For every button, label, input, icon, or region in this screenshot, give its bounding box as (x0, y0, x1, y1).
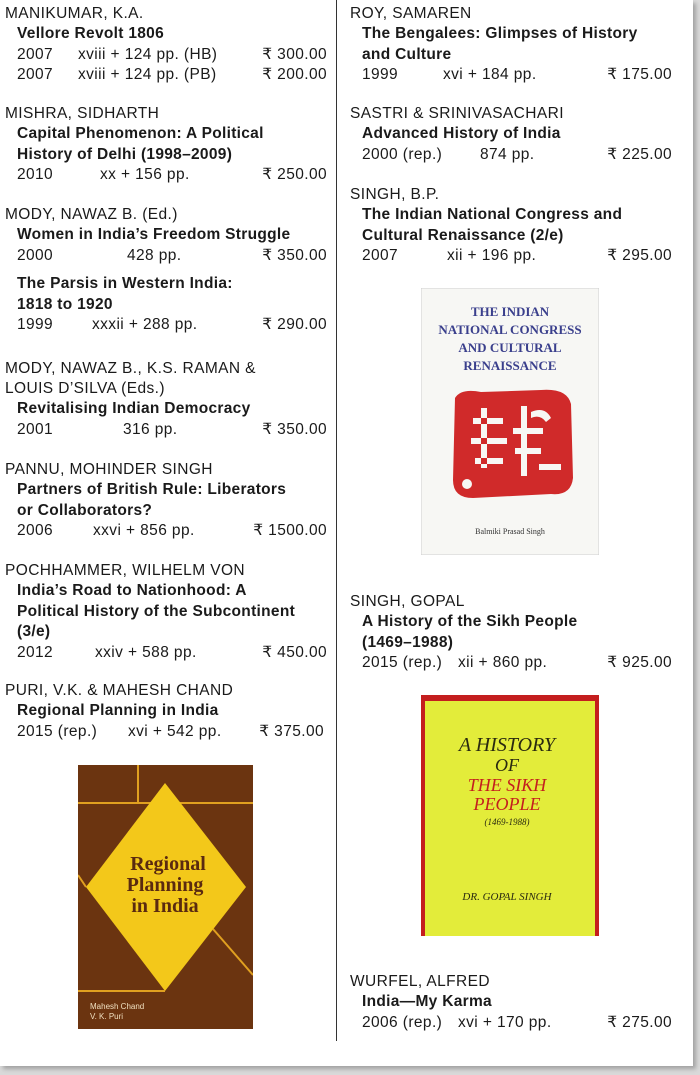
book-title-line: and Culture (362, 45, 452, 63)
pub-year: 2000 (17, 246, 54, 264)
page-count: xviii + 124 pp. (HB) (78, 45, 218, 63)
cover-illustration (78, 765, 253, 1029)
pub-year: 2007 (17, 45, 54, 63)
book-title-line: or Collaborators? (17, 501, 153, 519)
catalog-entry (5, 205, 327, 336)
pub-year: 2007 (362, 247, 399, 264)
page-count: xvi + 170 pp. (458, 1013, 552, 1031)
page-count: xxxii + 288 pp. (92, 316, 198, 333)
pub-year: 2001 (17, 420, 54, 438)
page-count: xviii + 124 pp. (PB) (78, 66, 217, 83)
author-name-line: LOUIS D’SILVA (Eds.) (5, 380, 165, 397)
edition-line (5, 65, 327, 86)
page-count: xvi + 184 pp. (443, 66, 537, 83)
author-name: ROY, SAMAREN (350, 5, 472, 22)
cover-author: V. K. Puri (90, 1012, 124, 1021)
price: ₹ 925.00 (607, 654, 672, 671)
book-title-line: Partners of British Rule: Liberators (17, 481, 287, 498)
price: ₹ 350.00 (262, 246, 327, 264)
book-title-line: History of Delhi (1998–2009) (17, 145, 233, 163)
author-name: MISHRA, SIDHARTH (5, 105, 160, 122)
cover-years: (1469-1988) (484, 817, 530, 827)
pub-year: 2006 (17, 522, 54, 539)
cover-title-line: THE INDIAN (470, 304, 550, 319)
pub-year: 2010 (17, 166, 54, 183)
price: ₹ 250.00 (262, 166, 327, 183)
book-title: Vellore Revolt 1806 (17, 25, 165, 42)
page-count: 428 pp. (127, 246, 182, 264)
edition-line (350, 65, 672, 86)
book-cover-regional-planning (78, 765, 253, 1029)
author-name: PANNU, MOHINDER SINGH (5, 461, 213, 478)
catalog-entry (5, 4, 327, 86)
author-name: POCHHAMMER, WILHELM VON (5, 562, 245, 579)
edition-line (5, 165, 327, 186)
cover-title-line: PEOPLE (473, 794, 541, 814)
book-title-line: India’s Road to Nationhood: A (17, 582, 247, 599)
book-title-line: (3/e) (17, 623, 51, 640)
edition-line (5, 420, 327, 441)
author-name: WURFEL, ALFRED (350, 973, 490, 990)
pub-year: 1999 (362, 66, 399, 83)
pub-year: 1999 (17, 316, 54, 333)
book-title-line: Political History of the Subcontinent (17, 602, 296, 620)
catalog-entry (5, 681, 327, 742)
edition-line (350, 1013, 672, 1034)
cover-title-line: Planning (126, 874, 204, 896)
cover-title-line: AND CULTURAL (458, 340, 562, 355)
pub-year: 2006 (rep.) (362, 1013, 443, 1031)
page-count: 874 pp. (480, 145, 535, 163)
cover-title-line: RENAISSANCE (463, 358, 557, 373)
price: ₹ 175.00 (607, 66, 672, 83)
price: ₹ 200.00 (262, 66, 327, 83)
edition-line (5, 722, 327, 743)
price: ₹ 290.00 (262, 316, 327, 333)
author-name: MANIKUMAR, K.A. (5, 5, 144, 22)
page-count: xxvi + 856 pp. (93, 522, 195, 539)
price: ₹ 275.00 (607, 1013, 672, 1031)
edition-line (5, 643, 327, 664)
cover-author: Mahesh Chand (90, 1002, 145, 1011)
cover-author: DR. GOPAL SINGH (462, 891, 552, 903)
price: ₹ 375.00 (259, 722, 324, 740)
catalog-entry (5, 104, 327, 186)
author-name: SINGH, B.P. (350, 186, 440, 203)
page-count: 316 pp. (123, 420, 178, 438)
price: ₹ 450.00 (262, 643, 327, 661)
catalog-entry (350, 4, 672, 86)
cover-author: Balmiki Prasad Singh (475, 527, 545, 536)
book-title: Regional Planning in India (17, 702, 219, 719)
page-count: xxiv + 588 pp. (95, 643, 197, 661)
edition-line (350, 145, 672, 166)
author-name: SASTRI & SRINIVASACHARI (350, 105, 564, 122)
pub-year: 2015 (rep.) (362, 654, 443, 671)
book-title: Revitalising Indian Democracy (17, 400, 251, 417)
book-title-line: The Bengalees: Glimpses of History (362, 25, 638, 42)
book-title: Women in India’s Freedom Struggle (17, 226, 291, 243)
author-name: MODY, NAWAZ B. (Ed.) (5, 206, 178, 223)
book-title-line: 1818 to 1920 (17, 295, 113, 313)
cover-title-line: OF (495, 755, 519, 775)
author-name: SINGH, GOPAL (350, 593, 465, 610)
edition-line (5, 246, 327, 267)
book-cover-indian-national-congress (421, 288, 599, 555)
author-name: PURI, V.K. & MAHESH CHAND (5, 682, 234, 699)
cover-illustration (421, 288, 599, 555)
cover-title-line: Regional (130, 853, 206, 875)
catalog-entry (5, 561, 327, 663)
seal-icon (453, 390, 573, 498)
catalog-entry (5, 359, 327, 440)
pub-year: 2012 (17, 643, 54, 661)
edition-line (5, 521, 327, 542)
price: ₹ 1500.00 (253, 522, 327, 539)
price: ₹ 350.00 (262, 420, 327, 438)
book-title-line: (1469–1988) (362, 633, 454, 651)
page-count: xii + 196 pp. (447, 247, 537, 264)
author-name-line: MODY, NAWAZ B., K.S. RAMAN & (5, 360, 256, 377)
catalog-entry (5, 460, 327, 542)
page-count: xx + 156 pp. (100, 166, 190, 183)
book-cover-history-of-sikh-people (421, 695, 599, 936)
edition-line (350, 653, 672, 674)
cover-illustration (421, 695, 599, 936)
cover-title-line: in India (131, 895, 199, 917)
book-title: India—My Karma (362, 993, 492, 1010)
edition-line (5, 45, 327, 66)
book-title-line: A History of the Sikh People (362, 613, 578, 630)
catalog-entry (350, 104, 672, 165)
page-count: xvi + 542 pp. (128, 722, 222, 740)
price: ₹ 295.00 (607, 247, 672, 264)
cover-title-line: THE SIKH (467, 775, 547, 795)
pub-year: 2015 (rep.) (17, 722, 98, 740)
catalog-entry (350, 972, 672, 1033)
catalog-entry (350, 185, 672, 267)
pub-year: 2007 (17, 66, 54, 83)
book-title-line: The Indian National Congress and (362, 206, 623, 223)
edition-line (5, 315, 327, 336)
cover-title-line: A HISTORY (458, 734, 556, 756)
edition-line (350, 246, 672, 267)
pub-year: 2000 (rep.) (362, 145, 443, 163)
book-title: Advanced History of India (362, 125, 561, 142)
column-divider (336, 0, 337, 1041)
page-count: xii + 860 pp. (458, 654, 548, 671)
cover-title-line: NATIONAL CONGRESS (438, 322, 582, 337)
book-title-line: Capital Phenomenon: A Political (17, 125, 264, 142)
price: ₹ 300.00 (262, 45, 327, 63)
book-title-line: Cultural Renaissance (2/e) (362, 226, 564, 244)
book-title-line: The Parsis in Western India: (17, 275, 233, 292)
price: ₹ 225.00 (607, 145, 672, 163)
catalog-entry (350, 592, 672, 674)
